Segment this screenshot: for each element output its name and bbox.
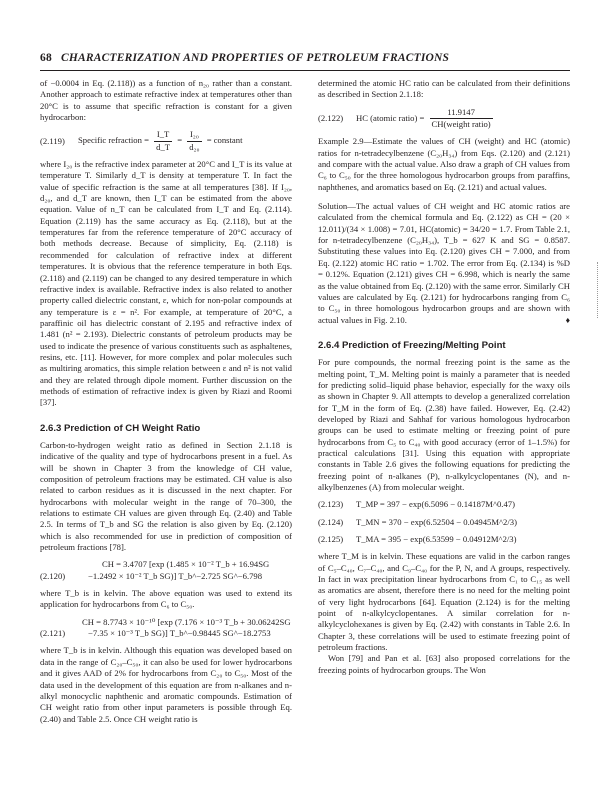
paragraph: Won [79] and Pan et al. [63] also proposed correlations for the freezing points of hydrocarbon groups. The Won [318, 653, 570, 675]
equation-body: T_MA = 395 − exp(6.53599 − 0.04912M^2/3) [356, 534, 517, 545]
equation-2-119: (2.119) Specific refraction = $\frac{I\_T}{d\_T}$ = $\frac{\text{I₂₀}}{\text{d₂₀}}$ = constant [40, 129, 243, 152]
equation-number: (2.125) [318, 534, 344, 545]
equation-rhs: = constant [206, 135, 243, 146]
solution-paragraph: Solution—The actual values of CH weight and HC atomic ratios are calculated from the chemical formula and Eq. (2.122) as CH = (20 × 12.011)/(34 × 1.008) = 7.01, HC(atomic) = 34/20 = 1.7. From Table 2.1, for n-tetradecylbenzene (C₂₀H₃₄), T_b = 627 K and SG = 0.8587. Substituting these values into Eq. (2.120) gives CH = 7.000, and from Eq. (2.122) atomic HC ratio = 1.702. The error from Eq. (2.134) is %D = 0.12%. Equation (2.121) gives CH = 6.998, which is nearly the same as the value obtained from Eq. (2.120) with the same error. Similarly CH values are calculated by Eq. (2.121) for hydrocarbons ranging from C₆ to C₅₀ in three homologous hydrocarbon groups and are shown with actual values in Fig. 2.10. ♦ [318, 201, 570, 325]
equation-number: (2.120) [40, 570, 66, 581]
equation-body: T_MN = 370 − exp(6.52504 − 0.04945M^2/3) [356, 516, 517, 527]
equation-line: −1.2492 × 10⁻² T_b SG)] T_b^−2.725 SG^−6.798 [88, 570, 263, 581]
equation-number: (2.123) [318, 499, 344, 510]
left-column [40, 78, 292, 725]
paragraph: of −0.0004 in Eq. (2.118)) as a function of n₂₀ rather than a constant. Another approach to estimate refractive index at temperatures other than 20°C is to assume that specific refraction is constant for a given hydrocarbon: [40, 78, 292, 123]
equation-2-124 [318, 517, 570, 528]
header-rule [40, 70, 570, 71]
equation-lhs: HC (atomic ratio) = [356, 112, 425, 123]
fraction: $\frac{I\_T}{d\_T}$ [156, 129, 171, 152]
equation-line: CH = 8.7743 × 10⁻¹⁰ [exp (7.176 × 10⁻³ T_b + 30.06242SG [82, 616, 291, 627]
section-heading-2-6-4: 2.6.4 Prediction of Freezing/Melting Point [318, 339, 506, 351]
equation-2-121 [40, 617, 292, 640]
equation-number: (2.124) [318, 516, 344, 527]
equation-line: CH = 3.4707 [exp (1.485 × 10⁻² T_b + 16.94SG [102, 559, 270, 570]
paragraph: where I₂₀ is the refractive index parameter at 20°C and I_T is its value at temperature T. Similarly d_T is density at temperature T. In fact the value of specific refraction is the same at all temperatures [38]. If I₂₀, d₂₀, and d_T are known, then I_T can be estimated from the above equation. Value of n_T can be calculated from I_T and Eq. (2.114). Equation (2.119) has the same accuracy as Eq. (2.118), but at the temperatures far from the reference temperature of 20°C accuracy of both methods decrease. Because of simplicity, Eq. (2.118) is recommended for calculation of refractive index at different temperatures. It is obvious that the reference temperature in both Eqs. (2.118) and (2.119) can be changed to any desired temperature in which refractive index is available. Refractive index is also related to another property called dielectric constant, ε, which for non-polar compounds at any temperature is ε = n². For example, at temperature of 20°C, a paraffinic oil has dielectric constant of 2.195 and refractive index of 1.481 (n² = 2.193). Dielectric constants of petroleum products may be used to indicate the presence of various constituents such as asphaltenes, resins, etc. [11]. However, for more complex and polar molecules such as multiring aromatics, this simple relation between ε and n² is not valid and they are related through dipole moment. Further discussion on the methods of estimation of refractive index is given by Riazi and Roomi [37]. [40, 159, 292, 408]
right-column [318, 78, 570, 676]
equation-2-123 [318, 499, 570, 510]
paragraph: where T_b is in kelvin. The above equation was used to extend its application for hydrocarbons from C₆ to C₅₀. [40, 588, 292, 610]
page-number: 68 [40, 52, 52, 64]
equation-number: (2.121) [40, 628, 66, 639]
end-of-example-mark: ♦ [565, 314, 570, 325]
equation-number: (2.122) [318, 112, 344, 123]
paragraph: Carbon-to-hydrogen weight ratio as defined in Section 2.1.18 is indicative of the quality and type of hydrocarbons present in a fuel. As will be shown in Chapter 3 from the knowledge of CH value, composition of petroleum fractions may be estimated. CH value is also related to carbon residues as it is discussed in the next chapter. For hydrocarbons with molecular weight in the range of 70–300, the relations to estimate CH values are given through Eq. (2.40) and Table 2.5. In terms of T_b and SG the relation is also given by Eq. (2.120) which is also recommended for use in prediction of composition of petroleum fractions [78]. [40, 439, 292, 553]
running-title: CHARACTERIZATION AND PROPERTIES OF PETROLEUM FRACTIONS [60, 52, 450, 64]
example-2-9: Example 2.9—Estimate the values of CH (weight) and HC (atomic) ratios for n-tetradecylbenzene (C₂₀H₃₄) from Eqs. (2.120) and (2.121) and compare with the actual value. Also draw a graph of CH values from C₆ to C₅₀ for the three homologous hydrocarbon groups from paraffins, naphthenes, and aromatics based on Eq. (2.121) and actual values. [318, 136, 570, 192]
equation-2-122 [318, 107, 570, 131]
equation-2-120 [40, 559, 292, 582]
section-heading-2-6-3: 2.6.3 Prediction of CH Weight Ratio [40, 422, 201, 434]
running-header [40, 52, 570, 64]
equation-2-125 [318, 534, 570, 545]
equation-body: T_MP = 397 − exp(6.5096 − 0.14187M^0.47) [356, 499, 515, 510]
paragraph: For pure compounds, the normal freezing point is the same as the melting point, T_M. Melting point is mainly a parameter that is needed for predicting solid–liquid phase behavior, especially for the waxy oils as shown in Chapter 9. All attempts to develop a generalized correlation for T_M in the form of Eq. (2.38) have failed. However, Eq. (2.42) developed by Riazi and Sahhaf for various homologous hydrocarbon groups can be used to estimate melting or freezing point of pure hydrocarbons from C₅ to C₄₀ with good accuracy (error of 1–1.5%) for practical calculations [31]. Using this equation with appropriate constants in Table 2.6 gives the following equations for predicting the freezing point of n-alkanes (P), n-alkylcyclopentanes (N), and n-alkylbenzenes (A) from molecular weight. [318, 357, 570, 492]
equation-number: (2.119) [40, 135, 65, 146]
equation-lhs: Specific refraction = [78, 135, 149, 146]
equation-line: −7.35 × 10⁻³ T_b SG)] T_b^−0.98445 SG^−18.2753 [88, 628, 271, 639]
paragraph: where T_b is in kelvin. Although this equation was developed based on data in the range of C₂₀–C₅₀, it can also be used for lower hydrocarbons and it gives AAD of 2% for hydrocarbons from C₂₀ to C₅₀. Most of the data used in the development of this equation are from n-alkanes and n-alkyl monocyclic naphthenic and aromatic compounds. Estimation of CH weight ratio from other input parameters is possible through Eq. (2.40) and Table 2.5. Once CH weight ratio is [40, 645, 292, 724]
fraction: $\frac{\text{I₂₀}}{\text{d₂₀}}$ [189, 129, 200, 152]
margin-dotted-mark [597, 262, 598, 318]
paragraph: where T_M is in kelvin. These equations are valid in the carbon ranges of C₅–C₄₀, C₇–C₄₀, and C₉–C₄₀ for the P, N, and A groups, respectively. In fact in wax precipitation linear hydrocarbons from C₁ to C₁₅ as well as aromatics are absent, therefore there is no need for the melting point of very light hydrocarbons [64]. Equation (2.124) is for the melting point of n-alkylcyclopentanes. A similar correlation for n-alkylcyclohexanes is given by Eq. (2.42) with constants in Table 2.6. In Chapter 3, these correlations will be used to estimate freezing point of petroleum fractions. [318, 551, 570, 653]
fraction: $\frac{11.9147}{\text{CH(weight ratio)}}$ [431, 106, 491, 130]
paragraph: determined the atomic HC ratio can be calculated from their definitions as described in Section 2.1.18: [318, 78, 570, 100]
